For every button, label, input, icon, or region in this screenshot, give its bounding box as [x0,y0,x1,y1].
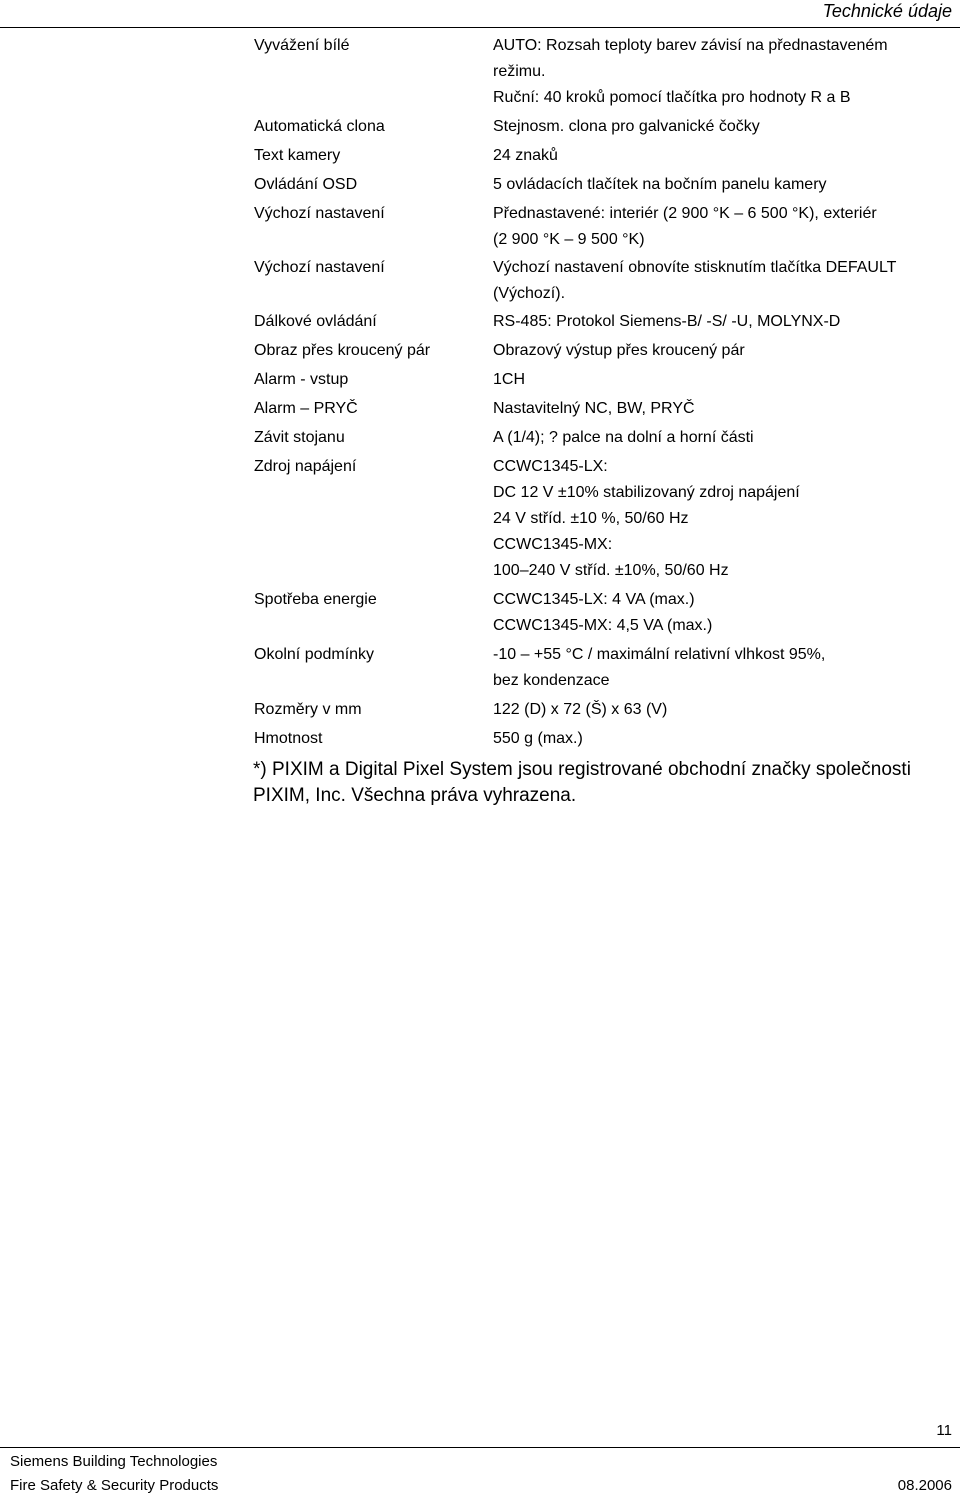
spec-label: Výchozí nastavení [254,259,385,276]
spec-value-line: Nastavitelný NC, BW, PRYČ [493,400,695,417]
spec-value-line: CCWC1345-LX: 4 VA (max.) [493,591,695,608]
spec-label: Text kamery [254,147,341,164]
spec-value-line: -10 – +55 °C / maximální relativní vlhkost 95%, [493,646,826,663]
spec-values [493,309,954,335]
footer-date: 08.2006 [897,1477,952,1494]
spec-value-line: Obrazový výstup přes kroucený pár [493,342,745,359]
spec-label: Dálkové ovládání [254,313,377,330]
spec-values [493,114,954,140]
spec-value-line: (Výchozí). [493,285,566,302]
spec-row [254,172,954,198]
spec-value-line: CCWC1345-MX: 4,5 VA (max.) [493,617,713,634]
spec-values [493,33,954,111]
spec-label: Okolní podmínky [254,646,375,663]
spec-value-line: RS-485: Protokol Siemens-B/ -S/ -U, MOLYNX-D [493,313,841,330]
spec-row [254,201,954,253]
spec-values [493,338,954,364]
spec-value-line: AUTO: Rozsah teploty barev závisí na přednastaveném [493,37,888,54]
spec-values [493,255,954,307]
footer-division: Fire Safety & Security Products [10,1477,219,1494]
spec-row [254,367,954,393]
page-header-title: Technické údaje [822,1,952,21]
spec-label: Zdroj napájení [254,458,357,475]
spec-value-line: Přednastavené: interiér (2 900 °K – 6 500 °K), exteriér [493,205,877,222]
spec-values [493,726,954,752]
spec-values [493,201,954,253]
spec-values [493,642,954,694]
spec-label: Alarm – PRYČ [254,400,358,417]
spec-value-line: CCWC1345-MX: [493,536,613,553]
spec-value-line: 550 g (max.) [493,730,583,747]
spec-row [254,587,954,639]
spec-value-line: režimu. [493,63,546,80]
spec-values [493,143,954,169]
spec-row [254,309,954,335]
spec-row [254,396,954,422]
spec-value-line: Výchozí nastavení obnovíte stisknutím tlačítka DEFAULT [493,259,897,276]
trademark-footnote: *) PIXIM a Digital Pixel System jsou registrované obchodní značky společnosti PIXIM, Inc. Všechna práva vyhrazena. [253,759,911,806]
footer-company: Siemens Building Technologies [10,1453,218,1470]
spec-value-line: Ruční: 40 kroků pomocí tlačítka pro hodnoty R a B [493,89,851,106]
spec-label: Spotřeba energie [254,591,377,608]
spec-row [254,642,954,694]
spec-value-line: 24 znaků [493,147,558,164]
spec-row [254,33,954,111]
spec-value-line: DC 12 V ±10% stabilizovaný zdroj napájení [493,484,800,501]
spec-values [493,454,954,584]
spec-values [493,172,954,198]
spec-values [493,396,954,422]
spec-row [254,255,954,307]
spec-values [493,587,954,639]
spec-label: Automatická clona [254,118,385,135]
spec-value-line: 122 (D) x 72 (Š) x 63 (V) [493,701,668,718]
spec-label: Obraz přes kroucený pár [254,342,431,359]
spec-row [254,338,954,364]
spec-label: Alarm - vstup [254,371,349,388]
spec-row [254,726,954,752]
header-divider [0,27,960,28]
spec-value-line: 24 V stříd. ±10 %, 50/60 Hz [493,510,689,527]
page-number: 11 [936,1422,952,1439]
spec-value-line: CCWC1345-LX: [493,458,608,475]
spec-value-line: bez kondenzace [493,672,610,689]
spec-values [493,697,954,723]
spec-label: Výchozí nastavení [254,205,385,222]
footer-divider [0,1447,960,1448]
spec-label: Vyvážení bílé [254,37,350,54]
spec-value-line: 1CH [493,371,526,388]
spec-row [254,425,954,451]
spec-label: Hmotnost [254,730,323,747]
spec-value-line: Stejnosm. clona pro galvanické čočky [493,118,760,135]
spec-row [254,143,954,169]
spec-values [493,367,954,393]
spec-value-line: 100–240 V stříd. ±10%, 50/60 Hz [493,562,729,579]
spec-label: Ovládání OSD [254,176,358,193]
spec-value-line: 5 ovládacích tlačítek na bočním panelu kamery [493,176,827,193]
spec-row [254,114,954,140]
spec-label: Závit stojanu [254,429,345,446]
spec-label: Rozměry v mm [254,701,362,718]
spec-row [254,697,954,723]
spec-value-line: A (1/4); ? palce na dolní a horní části [493,429,754,446]
spec-values [493,425,954,451]
spec-value-line: (2 900 °K – 9 500 °K) [493,231,645,248]
specifications-table [254,30,954,752]
spec-row [254,454,954,584]
